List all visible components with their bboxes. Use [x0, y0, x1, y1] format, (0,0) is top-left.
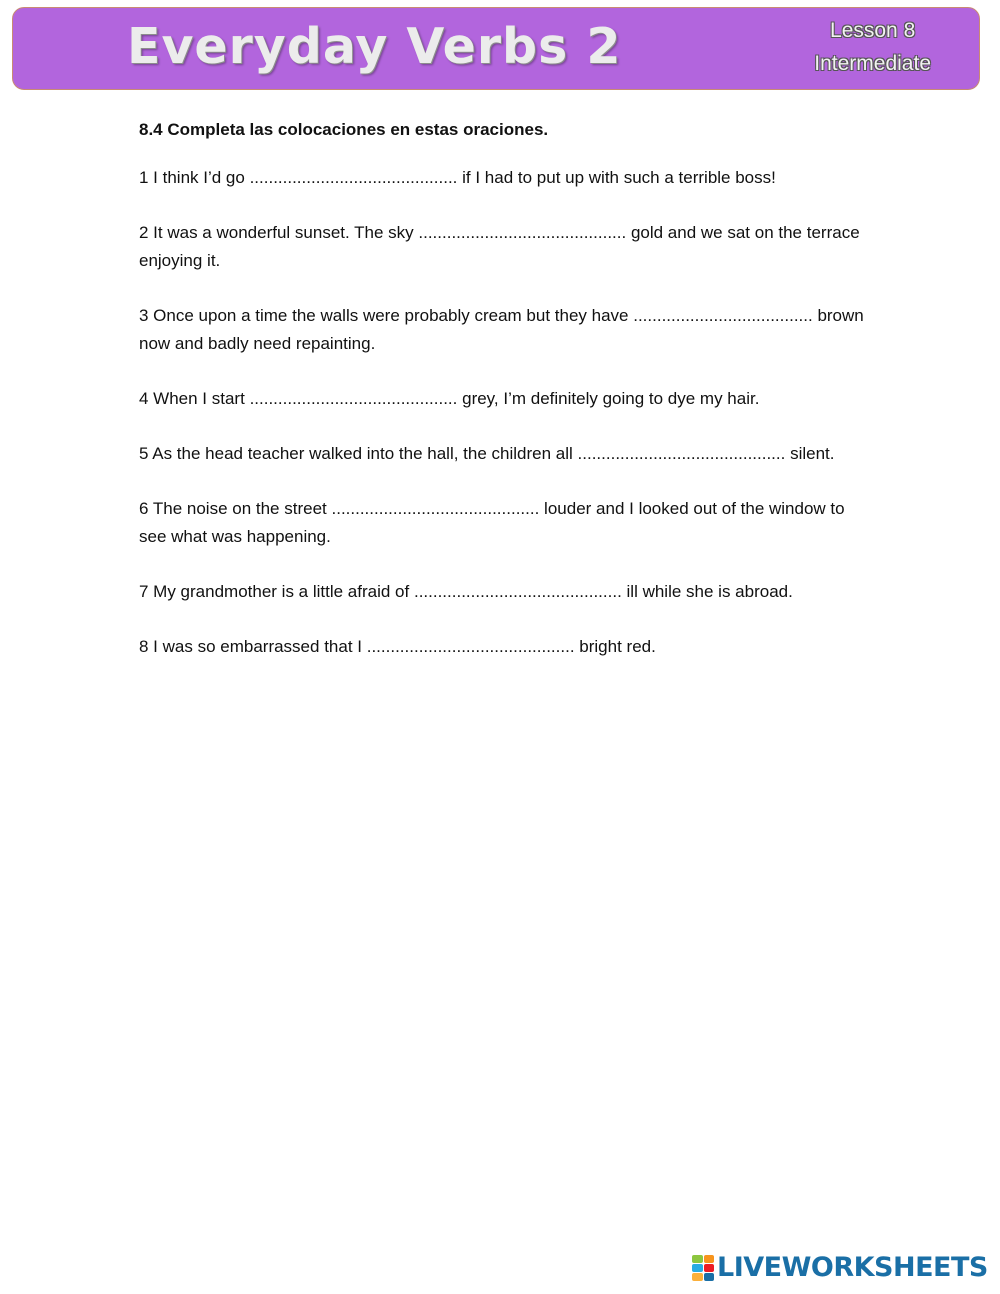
sentence-4: 4 When I start ............................................ grey, I’m definitely going to dye my hair.: [139, 389, 760, 408]
answer-blank[interactable]: ............................................: [413, 582, 622, 601]
sentence-3: 3 Once upon a time the walls were probably cream but they have ...................................... brown now and badly need repainting.: [139, 306, 864, 353]
sentence-8: 8 I was so embarrassed that I ............................................ bright red.: [139, 637, 656, 656]
sentence-5: 5 As the head teacher walked into the hall, the children all ............................................ silent.: [139, 444, 835, 463]
logo-wordmark: LIVEWORKSHEETS: [717, 1252, 988, 1283]
sentence-7: 7 My grandmother is a little afraid of ............................................ ill while she is abroad.: [139, 582, 793, 601]
sentence-2: 2 It was a wonderful sunset. The sky ............................................ gold and we sat on the terrace enjoying it.: [139, 223, 860, 270]
liveworksheets-logo: [692, 1252, 988, 1283]
sentence-6: 6 The noise on the street ............................................ louder and I looked out of the window to see what was happening.: [139, 499, 845, 546]
lesson-level: Intermediate: [814, 52, 931, 75]
answer-blank[interactable]: ............................................: [249, 168, 458, 187]
header-banner: [12, 7, 980, 90]
exercise-heading: 8.4 Completa las colocaciones en estas oraciones.: [139, 120, 549, 139]
answer-blank[interactable]: ............................................: [249, 389, 458, 408]
lesson-info: [814, 14, 931, 80]
logo-cube-icon: [692, 1255, 714, 1281]
sentence-1: 1 I think I’d go ............................................ if I had to put up with such a terrible boss!: [139, 168, 776, 187]
exercise-section: [139, 116, 869, 688]
lesson-number: Lesson 8: [830, 19, 916, 42]
answer-blank[interactable]: ............................................: [331, 499, 540, 518]
worksheet-title: Everyday Verbs 2: [127, 18, 622, 75]
answer-blank[interactable]: ............................................: [366, 637, 575, 656]
answer-blank[interactable]: ............................................: [418, 223, 627, 242]
answer-blank[interactable]: ............................................: [577, 444, 786, 463]
answer-blank[interactable]: ......................................: [633, 306, 813, 325]
